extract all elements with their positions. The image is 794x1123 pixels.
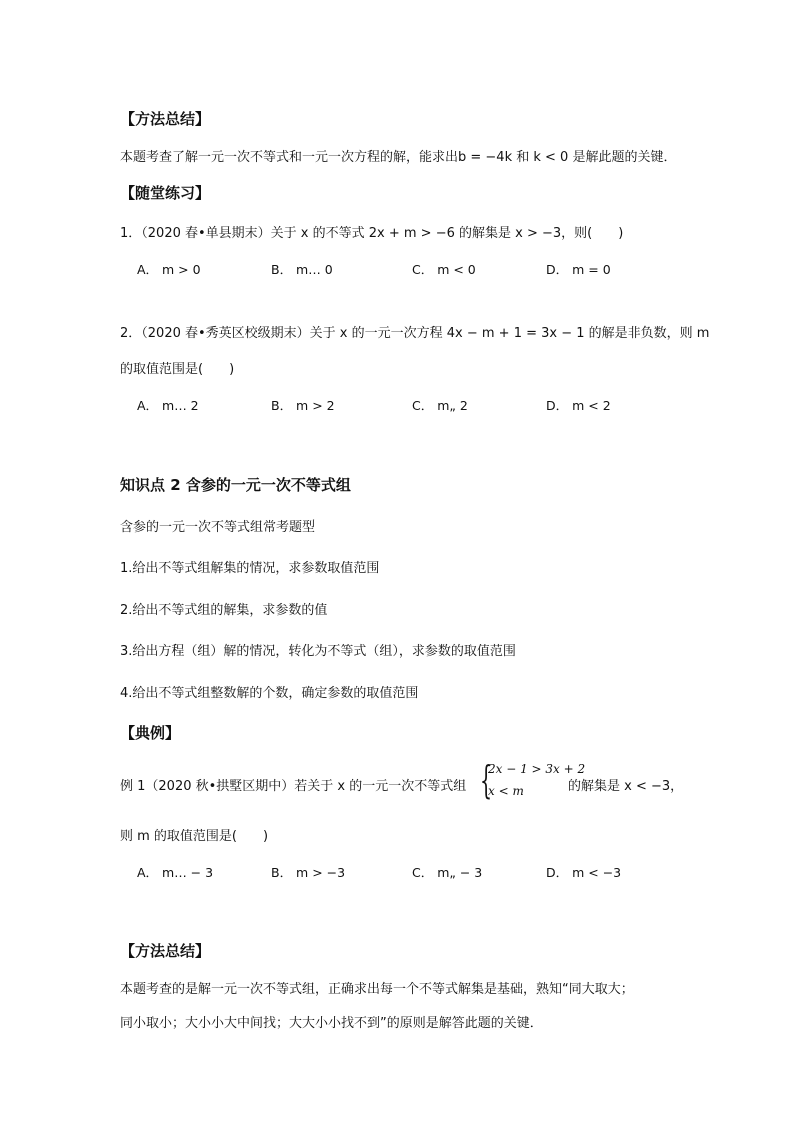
question-type-item-4: 4.给出不等式组整数解的个数，确定参数的取值范围	[120, 686, 419, 701]
example-1-option-b: B． m > −3	[271, 865, 346, 880]
question-2-stem-line2: 的取值范围是( )	[120, 362, 235, 377]
question-2-stem-line1: 2．（2020 春•秀英区校级期末）关于 x 的一元一次方程 4x − m + 1 = 3x − 1 的解是非负数，则 m	[120, 326, 710, 341]
question-1-option-c: C． m < 0	[412, 262, 476, 277]
question-2-option-a: A． m… 2	[137, 398, 199, 413]
question-2-option-c: C． m„ 2	[412, 398, 468, 413]
method-summary-text-2-line1: 本题考查的是解一元一次不等式组，正确求出每一个不等式解集是基础，熟知“同大取大；	[120, 982, 634, 997]
question-1-option-b: B． m… 0	[271, 262, 333, 277]
example-1-option-d: D． m < −3	[546, 865, 622, 880]
inequality-system-line-1: 2x − 1 > 3x + 2	[488, 762, 586, 776]
example-1-option-c: C． m„ − 3	[412, 865, 483, 880]
method-summary-text-2-line2: 同小取小；大小小大中间找；大大小小找不到”的原则是解答此题的关键．	[120, 1016, 543, 1031]
question-1-option-d: D． m = 0	[546, 262, 611, 277]
method-summary-heading-2: 【方法总结】	[120, 942, 211, 960]
question-type-item-1: 1.给出不等式组解集的情况，求参数取值范围	[120, 561, 380, 576]
question-2-option-b: B． m > 2	[271, 398, 335, 413]
example-heading: 【典例】	[120, 724, 181, 742]
method-summary-text-1: 本题考查了解一元一次不等式和一元一次方程的解，能求出b = −4k 和 k < 0 是解此题的关键．	[120, 150, 677, 165]
example-1-option-a: A． m… − 3	[137, 865, 214, 880]
method-summary-heading-1: 【方法总结】	[120, 110, 211, 128]
knowledge-point-2-intro: 含参的一元一次不等式组常考题型	[120, 520, 316, 535]
practice-heading: 【随堂练习】	[120, 184, 211, 202]
example-1-stem-suffix: 的解集是 x < −3，	[568, 779, 684, 794]
question-1-option-a: A． m > 0	[137, 262, 201, 277]
inequality-system-line-2: x < m	[488, 784, 524, 798]
question-type-item-2: 2.给出不等式组的解集，求参数的值	[120, 603, 328, 618]
question-1-stem: 1．（2020 春•单县期末）关于 x 的不等式 2x + m > −6 的解集是 x > −3，则( )	[120, 226, 624, 241]
example-1-stem-prefix: 例 1（2020 秋•拱墅区期中）若关于 x 的一元一次不等式组	[120, 779, 467, 794]
question-2-option-d: D． m < 2	[546, 398, 611, 413]
brace-symbol: {	[480, 758, 493, 802]
question-type-item-3: 3.给出方程（组）解的情况，转化为不等式（组），求参数的取值范围	[120, 644, 516, 659]
inequality-system	[480, 758, 586, 802]
example-1-stem-line2: 则 m 的取值范围是( )	[120, 829, 269, 844]
knowledge-point-2-title: 知识点 2 含参的一元一次不等式组	[120, 476, 351, 494]
